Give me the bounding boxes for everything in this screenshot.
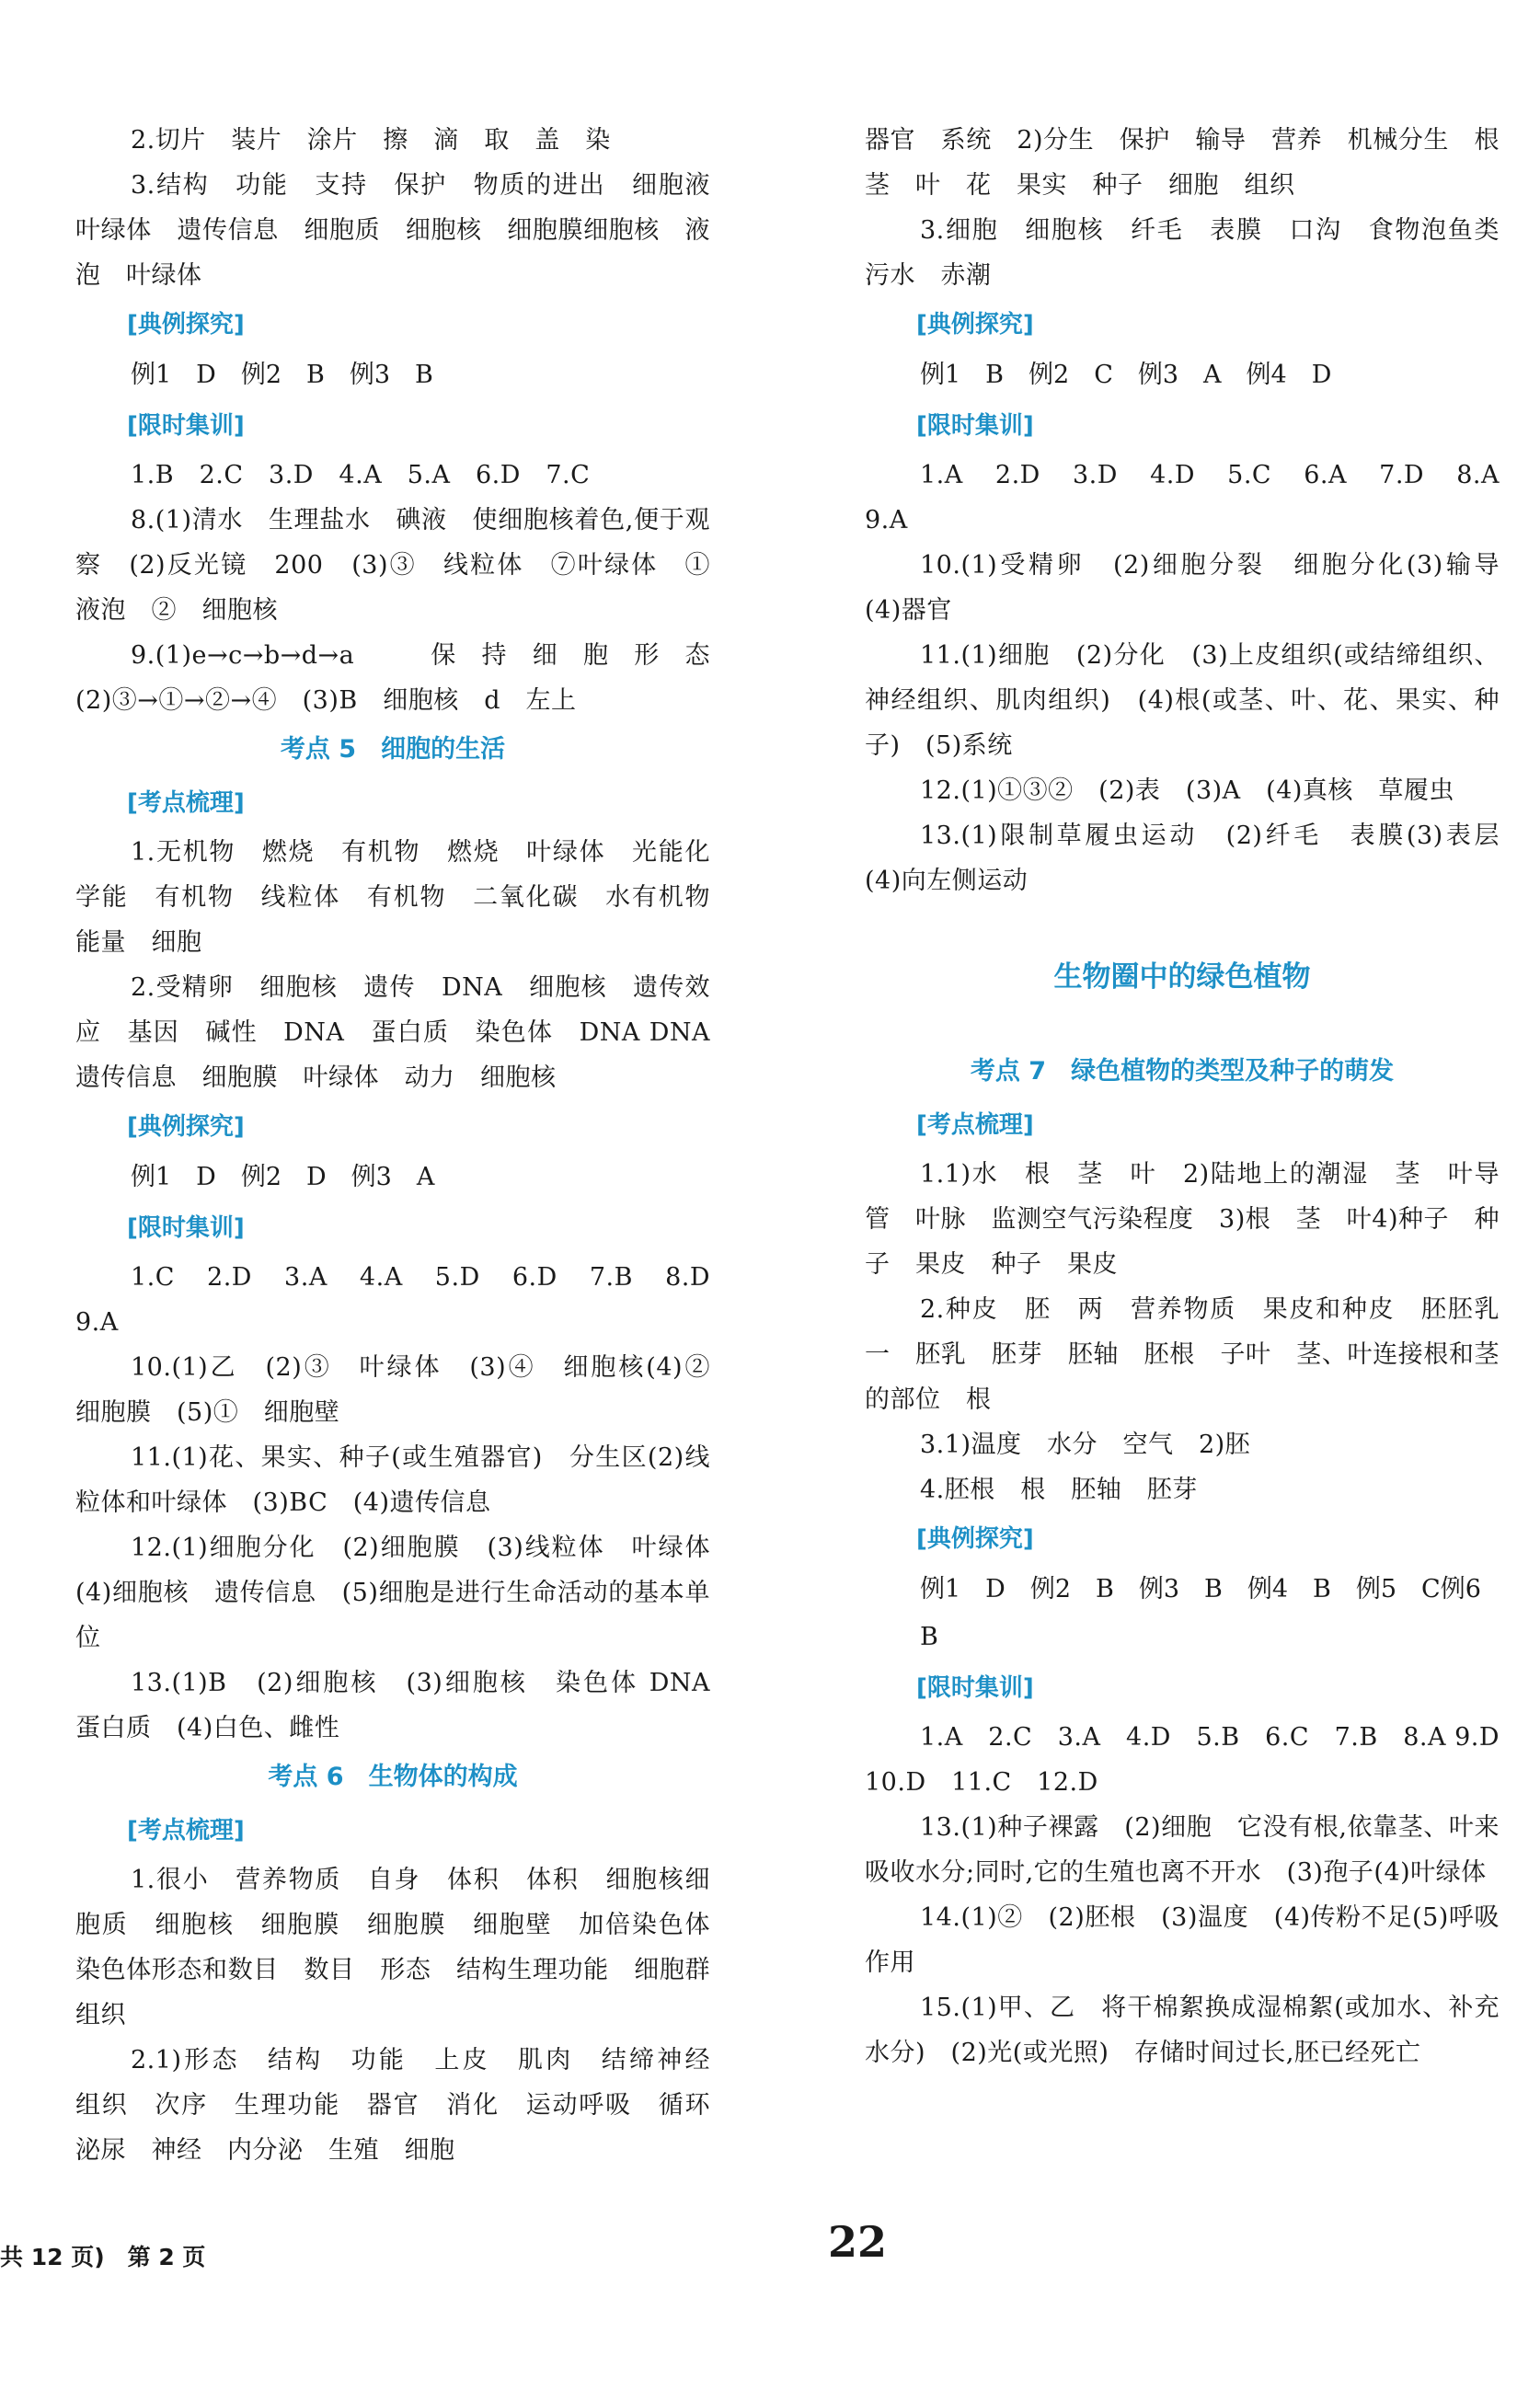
section-tag: [考点梳理] bbox=[127, 789, 245, 817]
section-tag: [典例探究] bbox=[916, 311, 1034, 339]
answer-line: 1.A 2.C 3.A 4.D 5.B 6.C 7.B 8.A 9.D 10.D 11.C 12.D bbox=[865, 1723, 1525, 1797]
answer-line: 8.(1)清水 生理盐水 碘液 使细胞核着色,便于观察 (2)反光镜 200 (3)③ 线粒体 ⑦叶绿体 ① 液泡 ② 细胞核 bbox=[75, 506, 736, 625]
section-tag: [限时集训] bbox=[916, 1674, 1034, 1702]
answer-line: 11.(1)花、果实、种子(或生殖器官) 分生区(2)线粒体和叶绿体 (3)BC (4)遗传信息 bbox=[75, 1443, 710, 1517]
section-tag: [考点梳理] bbox=[916, 1111, 1034, 1139]
answer-line: 1.C 2.D 3.A 4.A 5.D 6.D 7.B 8.D 9.A bbox=[75, 1263, 719, 1337]
answer-line: 13.(1)限制草履虫运动 (2)纤毛 表膜(3)表层 (4)向左侧运动 bbox=[865, 822, 1525, 895]
answer-line: 13.(1)B (2)细胞核 (3)细胞核 染色体 DNA 蛋白质 (4)白色、雌性 bbox=[75, 1669, 736, 1742]
example-answers: 例1 B 例2 C 例3 A 例4 D bbox=[920, 361, 1332, 389]
answer-line: 12.(1)①③② (2)表 (3)A (4)真核 草履虫 bbox=[920, 776, 1454, 805]
section-tag: [典例探究] bbox=[127, 311, 245, 339]
answer-line: 1.A 2.D 3.D 4.D 5.C 6.A 7.D 8.A 9.A bbox=[865, 461, 1509, 534]
answer-line: 1.1)水 根 茎 叶 2)陆地上的潮湿 茎 叶导管 叶脉 监测空气污染程度 3)根 茎 叶4)种子 种子 果皮 种子 果皮 bbox=[865, 1160, 1500, 1279]
answer-line: 2.种皮 胚 两 营养物质 果皮和种皮 胚胚乳 一 胚乳 胚芽 胚轴 胚根 子叶 茎、叶连接根和茎的部位 根 bbox=[865, 1295, 1525, 1414]
answer-line: 11.(1)细胞 (2)分化 (3)上皮组织(或结缔组织、神经组织、肌肉组织) (4)根(或茎、叶、花、果实、种子) (5)系统 bbox=[865, 641, 1500, 760]
answer-line: 2.受精卵 细胞核 遗传 DNA 细胞核 遗传效应 基因 碱性 DNA 蛋白质 染色体 DNA DNA 遗传信息 细胞膜 叶绿体 动力 细胞核 bbox=[75, 973, 736, 1092]
answer-line: 3.细胞 细胞核 纤毛 表膜 口沟 食物泡鱼类 污水 赤潮 bbox=[865, 216, 1525, 290]
topic-title: 考点 7 绿色植物的类型及种子的萌发 bbox=[970, 1057, 1395, 1086]
section-tag: [典例探究] bbox=[916, 1525, 1034, 1553]
answer-line: 14.(1)② (2)胚根 (3)温度 (4)传粉不足(5)呼吸作用 bbox=[865, 1903, 1500, 1977]
topic-title: 考点 5 细胞的生活 bbox=[280, 735, 506, 764]
section-tag: [限时集训] bbox=[127, 1214, 245, 1242]
example-answers: 例1 D 例2 B 例3 B 例4 B 例5 C例6 B bbox=[920, 1575, 1506, 1651]
example-answers: 例1 D 例2 D 例3 A bbox=[131, 1163, 435, 1191]
page-footer: 共 12 页) 第 2 页 bbox=[0, 2244, 206, 2270]
answer-line: 3.1)温度 水分 空气 2)胚 bbox=[920, 1431, 1251, 1459]
topic-title: 考点 6 生物体的构成 bbox=[268, 1763, 518, 1791]
section-tag: [限时集训] bbox=[127, 412, 245, 440]
answer-line: 13.(1)种子裸露 (2)细胞 它没有根,依靠茎、叶来吸收水分;同时,它的生殖也离不开水 (3)孢子(4)叶绿体 bbox=[865, 1813, 1500, 1887]
section-tag: [考点梳理] bbox=[127, 1817, 245, 1845]
answer-line: 1.B 2.C 3.D 4.A 5.A 6.D 7.C bbox=[131, 461, 591, 489]
answer-line: 9.(1)e→c→b→d→a 保持细胞形态 (2)③→①→②→④ (3)B 细胞核 d 左上 bbox=[75, 641, 736, 715]
answer-line: 4.胚根 根 胚轴 胚芽 bbox=[920, 1476, 1198, 1504]
section-tag: [典例探究] bbox=[127, 1113, 245, 1141]
answer-line: 器官 系统 2)分生 保护 输导 营养 机械分生 根 茎 叶 花 果实 种子 细胞 组织 bbox=[865, 126, 1525, 200]
left-column bbox=[75, 118, 736, 2173]
answer-line: 10.(1)乙 (2)③ 叶绿体 (3)④ 细胞核(4)② 细胞膜 (5)① 细胞壁 bbox=[75, 1353, 736, 1427]
right-column bbox=[865, 118, 1525, 2075]
answer-line: 2.切片 装片 涂片 擦 滴 取 盖 染 bbox=[131, 126, 611, 155]
example-answers: 例1 D 例2 B 例3 B bbox=[131, 361, 433, 389]
answer-line: 10.(1)受精卵 (2)细胞分裂 细胞分化(3)输导 (4)器官 bbox=[865, 551, 1525, 625]
chapter-title: 生物圈中的绿色植物 bbox=[1053, 960, 1311, 994]
answer-line: 1.无机物 燃烧 有机物 燃烧 叶绿体 光能化学能 有机物 线粒体 有机物 二氧化碳 水有机物 能量 细胞 bbox=[75, 838, 736, 957]
answer-line: 1.很小 营养物质 自身 体积 体积 细胞核细胞质 细胞核 细胞膜 细胞膜 细胞壁 加倍染色体 染色体形态和数目 数目 形态 结构生理功能 细胞群 组织 bbox=[75, 1866, 736, 2029]
answer-line: 15.(1)甲、乙 将干棉絮换成湿棉絮(或加水、补充水分) (2)光(或光照) 存储时间过长,胚已经死亡 bbox=[865, 1994, 1500, 2067]
page-number: 22 bbox=[828, 2217, 888, 2267]
answer-line: 2.1)形态 结构 功能 上皮 肌肉 结缔神经 组织 次序 生理功能 器官 消化 运动呼吸 循环 泌尿 神经 内分泌 生殖 细胞 bbox=[75, 2046, 736, 2165]
section-tag: [限时集训] bbox=[916, 412, 1034, 440]
answer-line: 3.结构 功能 支持 保护 物质的进出 细胞液叶绿体 遗传信息 细胞质 细胞核 细胞膜细胞核 液泡 叶绿体 bbox=[75, 171, 710, 290]
answer-line: 12.(1)细胞分化 (2)细胞膜 (3)线粒体 叶绿体(4)细胞核 遗传信息 (5)细胞是进行生命活动的基本单位 bbox=[75, 1534, 710, 1652]
